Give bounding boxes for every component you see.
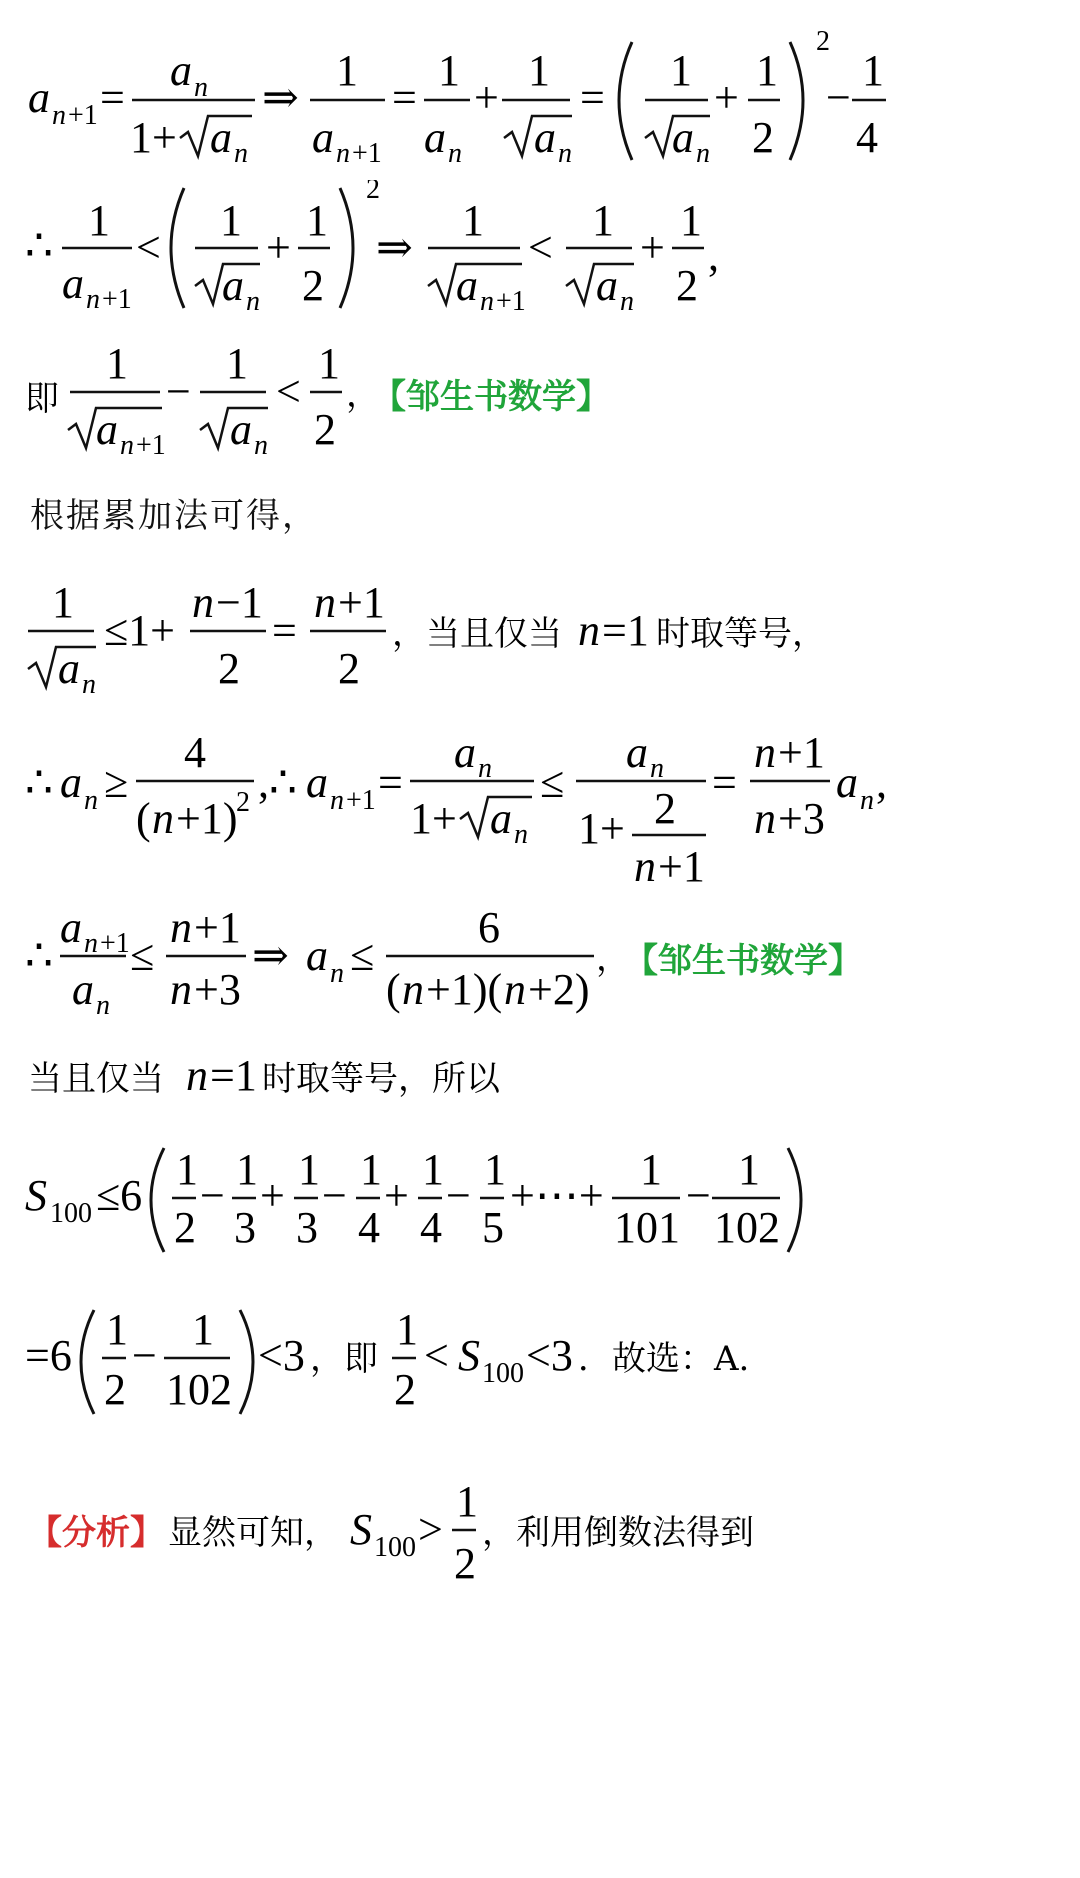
- svg-text:−: −: [132, 1331, 157, 1380]
- svg-text:2: 2: [338, 644, 360, 693]
- svg-text:1+: 1+: [578, 804, 625, 853]
- svg-text:+1)(: +1)(: [426, 965, 503, 1014]
- svg-text:+1): +1): [176, 794, 238, 843]
- svg-text:(: (: [386, 965, 401, 1014]
- svg-text:2: 2: [236, 787, 250, 818]
- svg-text:⇒: ⇒: [262, 73, 299, 122]
- svg-text:n: n: [860, 785, 874, 816]
- svg-text:2: 2: [314, 405, 336, 454]
- svg-text:=: =: [392, 73, 417, 122]
- comma-1: ，: [596, 939, 630, 979]
- svg-text:n: n: [336, 138, 350, 169]
- svg-text:a: a: [28, 73, 50, 122]
- svg-text:=: =: [100, 73, 125, 122]
- svg-text:=: =: [712, 758, 737, 807]
- svg-text:1: 1: [484, 1145, 506, 1194]
- svg-text:100: 100: [482, 1358, 524, 1389]
- text-dengjia2-tail: 时取等号，所以: [262, 1059, 500, 1099]
- formula-line-3: [0, 330, 1080, 460]
- svg-text:a: a: [534, 113, 556, 162]
- svg-text:n: n: [634, 842, 656, 891]
- svg-text:∴: ∴: [25, 758, 53, 807]
- svg-text:1: 1: [462, 196, 484, 245]
- svg-text:+⋯+: +⋯+: [510, 1171, 604, 1220]
- svg-text:1: 1: [670, 46, 692, 95]
- svg-text:2: 2: [654, 784, 676, 833]
- svg-text:n: n: [194, 72, 208, 103]
- svg-text:,: ,: [876, 758, 887, 807]
- svg-text:>: >: [418, 1505, 443, 1554]
- svg-text:n: n: [82, 669, 96, 695]
- svg-text:n: n: [86, 284, 100, 315]
- svg-text:1+: 1+: [410, 794, 457, 843]
- svg-text:+1: +1: [352, 138, 382, 169]
- text-dengjia1-tail: 时取等号，: [656, 614, 826, 654]
- svg-text:+1: +1: [102, 284, 132, 315]
- svg-text:4: 4: [856, 113, 878, 162]
- svg-text:n: n: [314, 578, 336, 627]
- svg-text:=: =: [272, 606, 297, 655]
- svg-text:n: n: [504, 965, 526, 1014]
- svg-text:<: <: [136, 223, 161, 272]
- svg-text:1: 1: [640, 1145, 662, 1194]
- svg-text:+1: +1: [100, 928, 130, 959]
- svg-text:2: 2: [302, 261, 324, 310]
- svg-text:+1: +1: [496, 286, 526, 317]
- svg-text:−: −: [322, 1171, 347, 1220]
- svg-text:n: n: [234, 138, 248, 169]
- svg-text:101: 101: [614, 1203, 680, 1252]
- formula-line-1: [0, 20, 1080, 170]
- brand-watermark-2: 【邹生书数学】: [624, 941, 862, 981]
- svg-text:n: n: [254, 430, 268, 460]
- formula-line-7: [0, 898, 1080, 1018]
- svg-text:+3: +3: [194, 965, 241, 1014]
- svg-text:4: 4: [358, 1203, 380, 1252]
- svg-text:<: <: [424, 1331, 449, 1380]
- svg-text:4: 4: [420, 1203, 442, 1252]
- svg-text:a: a: [490, 794, 512, 843]
- svg-text:n: n: [52, 100, 66, 131]
- svg-text:−: −: [200, 1171, 225, 1220]
- svg-text:<3: <3: [258, 1331, 305, 1380]
- svg-text:+: +: [266, 223, 291, 272]
- svg-text:1: 1: [422, 1145, 444, 1194]
- svg-text:102: 102: [166, 1365, 232, 1414]
- svg-text:2: 2: [104, 1365, 126, 1414]
- svg-text:4: 4: [184, 728, 206, 777]
- svg-text:n: n: [192, 578, 214, 627]
- svg-text:1: 1: [862, 46, 884, 95]
- svg-text:≤: ≤: [540, 758, 565, 807]
- svg-text:≤6: ≤6: [96, 1171, 143, 1220]
- svg-text:+1: +1: [68, 100, 98, 131]
- svg-text:1: 1: [106, 339, 128, 388]
- svg-text:1: 1: [226, 339, 248, 388]
- svg-text:n: n: [448, 138, 462, 169]
- brand-watermark: 【邹生书数学】: [372, 377, 610, 417]
- svg-text:1: 1: [52, 578, 74, 627]
- svg-text:<3: <3: [526, 1331, 573, 1380]
- svg-text:1: 1: [756, 46, 778, 95]
- svg-text:S: S: [350, 1505, 372, 1554]
- svg-text:n: n: [754, 794, 776, 843]
- svg-text:n: n: [402, 965, 424, 1014]
- svg-text:n: n: [620, 286, 634, 317]
- svg-text:−1: −1: [216, 578, 263, 627]
- svg-text:n: n: [480, 286, 494, 317]
- svg-text:n: n: [170, 965, 192, 1014]
- svg-text:，: ，: [346, 375, 380, 415]
- svg-text:∴: ∴: [25, 221, 53, 270]
- svg-text:=: =: [580, 73, 605, 122]
- svg-text:a: a: [626, 728, 648, 777]
- svg-text:n: n: [478, 753, 492, 784]
- svg-text:2: 2: [174, 1203, 196, 1252]
- svg-text:1: 1: [306, 196, 328, 245]
- formula-line-11: [0, 1470, 1080, 1590]
- formula-line-5: [0, 575, 1080, 695]
- svg-text:1: 1: [176, 1145, 198, 1194]
- svg-text:a: a: [456, 261, 478, 310]
- svg-text:2: 2: [394, 1365, 416, 1414]
- formula-line-8: [0, 1050, 1080, 1110]
- svg-text:a: a: [836, 758, 858, 807]
- svg-text:a: a: [222, 261, 244, 310]
- text-analysis-body: 显然可知，: [168, 1513, 338, 1553]
- svg-text:+: +: [260, 1171, 285, 1220]
- svg-text:1: 1: [680, 196, 702, 245]
- svg-text:1: 1: [528, 46, 550, 95]
- svg-text:=1: =1: [210, 1051, 257, 1100]
- svg-text:1: 1: [336, 46, 358, 95]
- svg-text:<: <: [276, 367, 301, 416]
- svg-text:∴: ∴: [25, 931, 53, 980]
- svg-text:+: +: [474, 73, 499, 122]
- svg-text:+1: +1: [778, 728, 825, 777]
- svg-text:,: ,: [708, 231, 719, 280]
- svg-text:1+: 1+: [130, 113, 177, 162]
- formula-line-6: [0, 715, 1080, 895]
- svg-text:a: a: [230, 405, 252, 454]
- svg-text:a: a: [306, 758, 328, 807]
- svg-text:a: a: [306, 931, 328, 980]
- svg-text:100: 100: [374, 1532, 416, 1563]
- svg-text:−: −: [686, 1171, 711, 1220]
- svg-text:2: 2: [752, 113, 774, 162]
- svg-text:n: n: [246, 286, 260, 317]
- svg-text:1: 1: [236, 1145, 258, 1194]
- svg-text:2: 2: [816, 26, 830, 57]
- svg-text:1: 1: [220, 196, 242, 245]
- text-leijia: 根据累加法可得，: [30, 496, 318, 536]
- svg-text:n: n: [696, 138, 710, 169]
- svg-text:<: <: [528, 223, 553, 272]
- svg-text:n: n: [170, 903, 192, 952]
- svg-text:+: +: [714, 73, 739, 122]
- svg-text:3: 3: [296, 1203, 318, 1252]
- svg-text:102: 102: [714, 1203, 780, 1252]
- svg-text:+1: +1: [658, 842, 705, 891]
- svg-text:a: a: [210, 113, 232, 162]
- text-ji2: ，即: [310, 1339, 378, 1379]
- svg-text:n: n: [84, 928, 98, 959]
- svg-text:n: n: [578, 606, 600, 655]
- svg-text:a: a: [596, 261, 618, 310]
- formula-line-10: [0, 1300, 1080, 1420]
- svg-text:⇒: ⇒: [252, 931, 289, 980]
- svg-text:−: −: [446, 1171, 471, 1220]
- svg-text:n: n: [84, 785, 98, 816]
- svg-text:−: −: [826, 73, 851, 122]
- svg-text:a: a: [454, 728, 476, 777]
- svg-text:6: 6: [478, 903, 500, 952]
- formula-line-2: [0, 180, 1080, 320]
- svg-text:a: a: [672, 113, 694, 162]
- svg-text:1: 1: [438, 46, 460, 95]
- svg-text:=1: =1: [602, 606, 649, 655]
- svg-text:≤: ≤: [130, 931, 155, 980]
- svg-text:+1: +1: [136, 430, 166, 460]
- svg-text:=6: =6: [25, 1331, 72, 1380]
- formula-line-9: [0, 1140, 1080, 1260]
- svg-text:1: 1: [106, 1305, 128, 1354]
- svg-text:a: a: [62, 259, 84, 308]
- svg-text:n: n: [650, 753, 664, 784]
- svg-text:+1: +1: [338, 578, 385, 627]
- svg-text:+: +: [384, 1171, 409, 1220]
- svg-text:2: 2: [676, 261, 698, 310]
- svg-text:2: 2: [218, 644, 240, 693]
- svg-text:n: n: [330, 785, 344, 816]
- svg-text:+2): +2): [528, 965, 590, 1014]
- svg-text:(: (: [136, 794, 151, 843]
- text-dengjia2: 当且仅当: [28, 1059, 164, 1099]
- svg-text:a: a: [170, 46, 192, 95]
- svg-text:a: a: [60, 903, 82, 952]
- svg-text:a: a: [96, 405, 118, 454]
- svg-text:≥: ≥: [104, 758, 129, 807]
- svg-text:n: n: [152, 794, 174, 843]
- svg-text:2: 2: [454, 1539, 476, 1588]
- text-guxuan: ．故选：A.: [578, 1339, 750, 1379]
- svg-text:n: n: [514, 819, 528, 850]
- svg-text:+3: +3: [778, 794, 825, 843]
- svg-text:,∴: ,∴: [258, 758, 297, 807]
- svg-text:a: a: [312, 113, 334, 162]
- svg-text:⇒: ⇒: [376, 223, 413, 272]
- svg-text:a: a: [60, 758, 82, 807]
- svg-text:≤: ≤: [350, 931, 375, 980]
- analysis-label: 【分析】: [28, 1513, 164, 1553]
- svg-text:+: +: [640, 223, 665, 272]
- text-dengjia1: ，当且仅当: [392, 614, 562, 654]
- ji-label: 即: [25, 379, 59, 419]
- svg-text:a: a: [58, 644, 80, 693]
- svg-text:n: n: [96, 990, 110, 1018]
- svg-text:≤1+: ≤1+: [104, 606, 175, 655]
- svg-text:+1: +1: [194, 903, 241, 952]
- svg-text:S: S: [458, 1331, 480, 1380]
- svg-text:−: −: [166, 367, 191, 416]
- svg-text:1: 1: [396, 1305, 418, 1354]
- svg-text:a: a: [424, 113, 446, 162]
- svg-text:2: 2: [366, 180, 380, 205]
- text-analysis-tail: ，利用倒数法得到: [482, 1513, 754, 1553]
- svg-text:n: n: [558, 138, 572, 169]
- svg-text:100: 100: [50, 1198, 92, 1229]
- svg-text:1: 1: [88, 196, 110, 245]
- svg-text:=: =: [378, 758, 403, 807]
- svg-text:1: 1: [318, 339, 340, 388]
- svg-text:+1: +1: [346, 785, 376, 816]
- svg-text:a: a: [72, 965, 94, 1014]
- svg-text:n: n: [186, 1051, 208, 1100]
- svg-text:1: 1: [298, 1145, 320, 1194]
- svg-text:1: 1: [456, 1477, 478, 1526]
- svg-text:1: 1: [738, 1145, 760, 1194]
- svg-text:n: n: [330, 958, 344, 989]
- svg-text:S: S: [25, 1171, 47, 1220]
- svg-text:1: 1: [192, 1305, 214, 1354]
- svg-text:3: 3: [234, 1203, 256, 1252]
- svg-text:1: 1: [360, 1145, 382, 1194]
- svg-text:n: n: [754, 728, 776, 777]
- svg-text:1: 1: [592, 196, 614, 245]
- svg-text:5: 5: [482, 1203, 504, 1252]
- svg-text:n: n: [120, 430, 134, 460]
